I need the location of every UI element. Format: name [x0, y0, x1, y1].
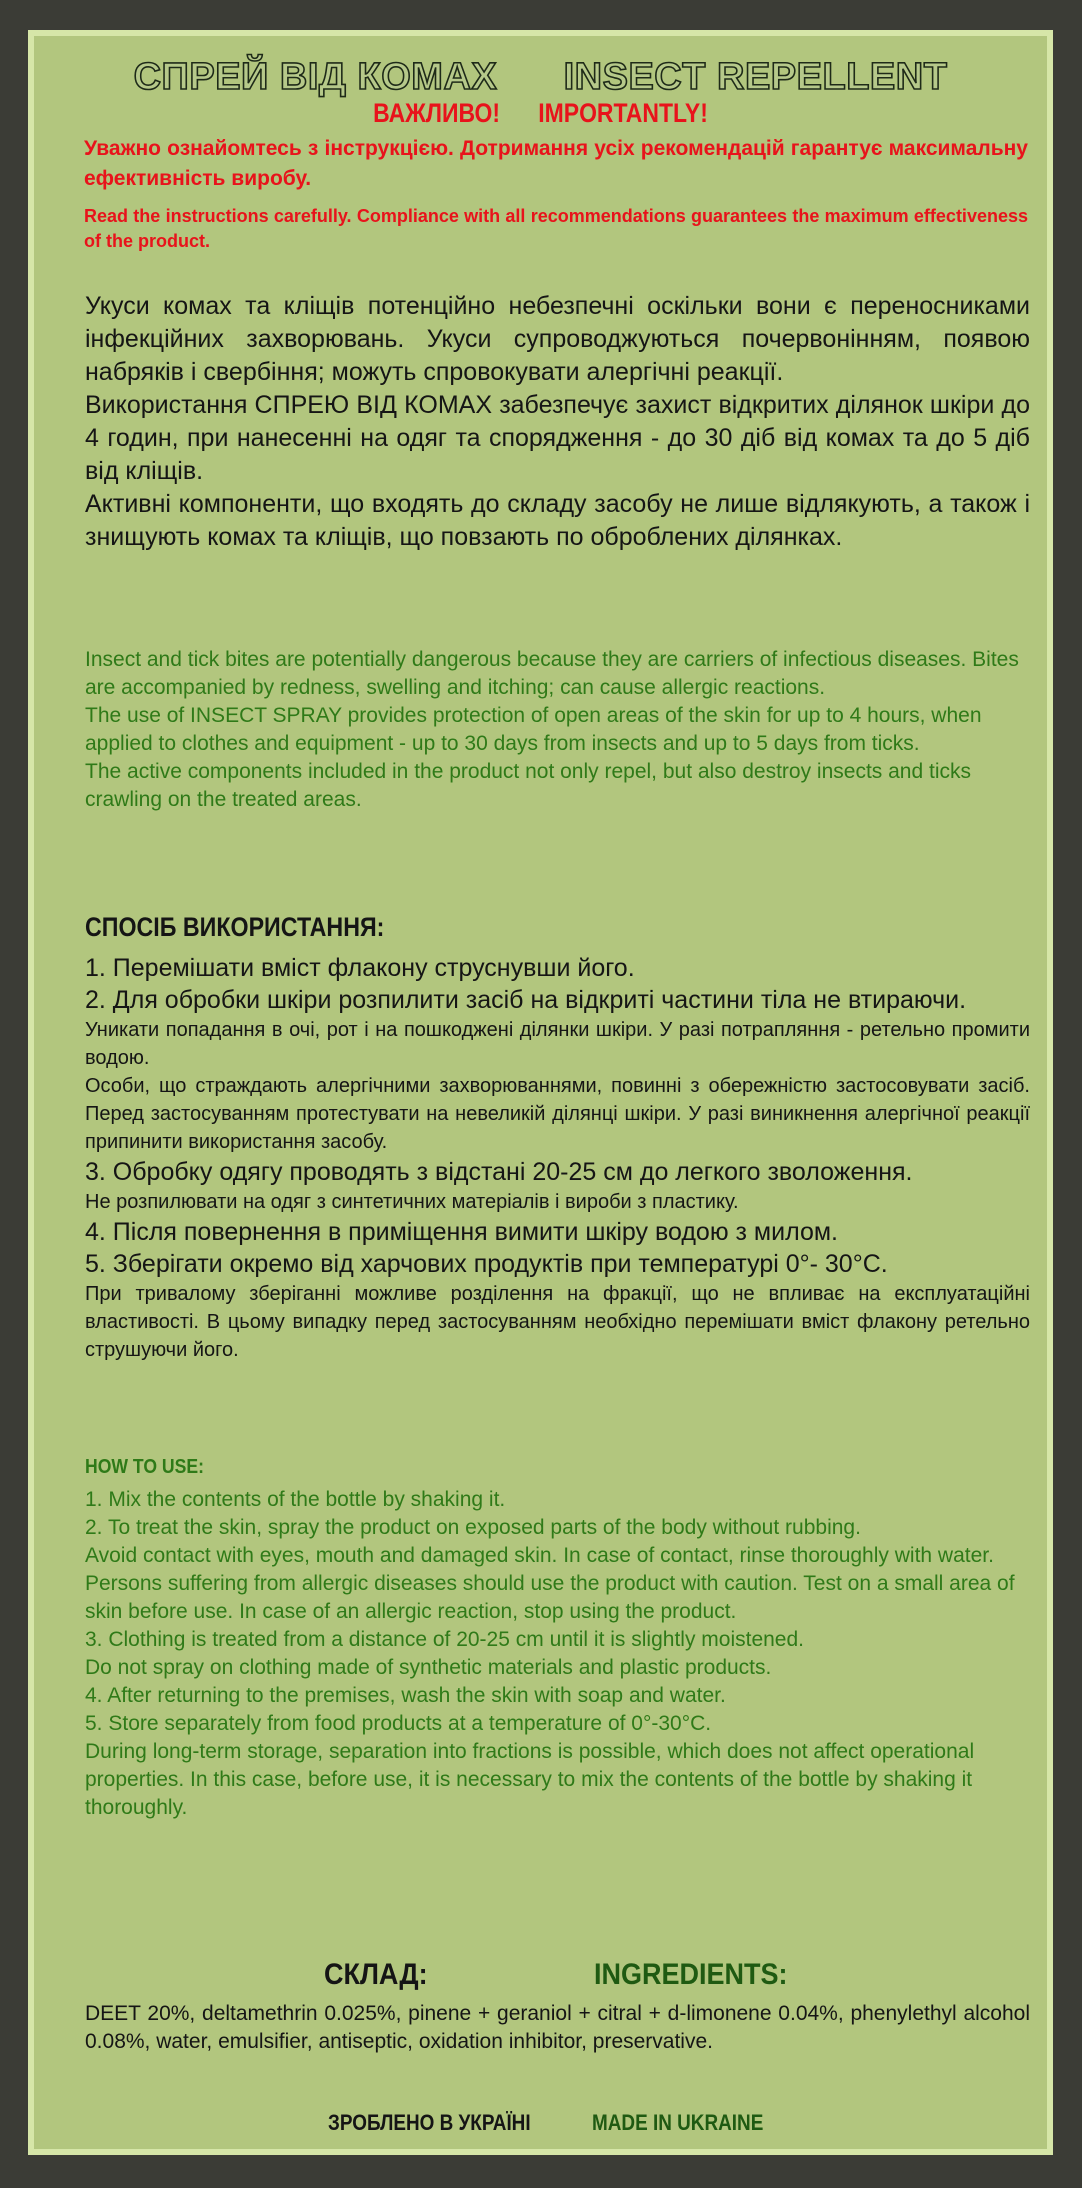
- description-en: [85, 646, 1030, 814]
- usage-step: 4. After returning to the premises, wash the skin with soap and water.: [85, 1684, 726, 1707]
- title-en: INSECT REPELLENT: [563, 56, 948, 98]
- ingredients-heading-ua: СКЛАД:: [324, 1958, 428, 1991]
- usage-note: Persons suffering from allergic diseases should use the product with caution. Test on a small area of skin before use. In case of an allergic reaction, stop using the product.: [85, 1572, 1015, 1623]
- important-en: IMPORTANTLY!: [538, 98, 708, 128]
- label-panel: [28, 30, 1053, 2155]
- usage-step: 5. Зберігати окремо від харчових продуктів при температурі 0°- 30°С.: [85, 1250, 888, 1278]
- description-ua-paragraph: Використання СПРЕЮ ВІД КОМАХ забезпечує захист відкритих ділянок шкіри до 4 годин, при нанесенні на одяг та спорядження - до 30 діб від комах та до 5 діб від кліщів.: [85, 391, 1030, 485]
- description-ua-paragraph: Укуси комах та кліщів потенційно небезпечні оскільки вони є переносниками інфекційних захворювань. Укуси супроводжуються почервонінням, появою набряків і свербіння; можуть спровокувати алергічні реакції.: [85, 292, 1030, 386]
- usage-step: 5. Store separately from food products at a temperature of 0°-30°C.: [85, 1712, 712, 1735]
- ingredients-heading-en: INGREDIENTS:: [594, 1958, 788, 1991]
- important-ua: ВАЖЛИВО!: [373, 98, 501, 128]
- usage-list-en: [85, 1486, 1030, 1822]
- usage-heading-en: HOW TO USE:: [85, 1456, 204, 1478]
- made-in-en: MADE IN UKRAINE: [592, 2110, 764, 2135]
- page-title: [34, 56, 1047, 99]
- usage-note: Do not spray on clothing made of synthetic materials and plastic products.: [85, 1656, 772, 1679]
- usage-note: During long-term storage, separation into fractions is possible, which does not affect operational properties. In this case, before use, it is necessary to mix the contents of the bottle by shaking it thoroughly.: [85, 1740, 975, 1819]
- usage-note: Avoid contact with eyes, mouth and damaged skin. In case of contact, rinse thoroughly with water.: [85, 1544, 994, 1567]
- description-en-paragraph: The active components included in the product not only repel, but also destroy insects and ticks crawling on the treated areas.: [85, 760, 971, 811]
- usage-note: При тривалому зберіганні можливе розділення на фракції, що не впливає на експлуатаційні властивості. В цьому випадку перед застосуванням необхідно перемішати вміст флакону ретельно струшуючи його.: [85, 1283, 1030, 1361]
- warning-ua: Уважно ознайомтесь з інструкцією. Дотримання усіх рекомендацій гарантує максимальну ефективність виробу.: [84, 137, 1028, 190]
- usage-step: 2. To treat the skin, spray the product on exposed parts of the body without rubbing.: [85, 1516, 861, 1539]
- usage-note: Не розпилювати на одяг з синтетичних матеріалів і вироби з пластику.: [85, 1191, 739, 1213]
- usage-heading-ua: СПОСІБ ВИКОРИСТАННЯ:: [85, 912, 385, 942]
- usage-note: Особи, що страждають алергічними захворюваннями, повинні з обережністю застосовувати засіб. Перед застосуванням протестувати на невеликій ділянці шкіри. У разі виникнення алергічної реакції припинити використання засобу.: [85, 1075, 1030, 1153]
- title-ua: СПРЕЙ ВІД КОМАХ: [133, 56, 498, 98]
- usage-step: 1. Mix the contents of the bottle by shaking it.: [85, 1488, 506, 1511]
- usage-step: 4. Після повернення в приміщення вимити шкіру водою з милом.: [85, 1218, 838, 1246]
- description-en-paragraph: The use of INSECT SPRAY provides protection of open areas of the skin for up to 4 hours, when applied to clothes and equipment - up to 30 days from insects and up to 5 days from ticks.: [85, 704, 982, 755]
- warning-en: Read the instructions carefully. Compliance with all recommendations guarantees the maximum effectiveness of the product.: [84, 206, 1028, 251]
- description-ua-paragraph: Активні компоненти, що входять до складу засобу не лише відлякують, а також і знищують комах та кліщів, що повзають по оброблених ділянках.: [85, 490, 1030, 551]
- usage-step: 2. Для обробки шкіри розпилити засіб на відкриті частини тіла не втираючи.: [85, 986, 967, 1014]
- description-ua: [85, 290, 1030, 554]
- usage-step: 3. Clothing is treated from a distance of 20-25 cm until it is slightly moistened.: [85, 1628, 805, 1651]
- made-in-ua: ЗРОБЛЕНО В УКРАЇНІ: [328, 2110, 531, 2135]
- important-heading: [110, 98, 971, 129]
- usage-step: 1. Перемішати вміст флакону струснувши його.: [85, 954, 635, 982]
- usage-list-ua: [85, 952, 1030, 1364]
- usage-note: Уникати попадання в очі, рот і на пошкоджені ділянки шкіри. У разі потрапляння - ретельно промити водою.: [85, 1019, 1030, 1069]
- ingredients-text: DEET 20%, deltamethrin 0.025%, pinene + geraniol + citral + d-limonene 0.04%, phenylethyl alcohol 0.08%, water, emulsifier, antiseptic, oxidation inhibitor, preservative.: [85, 2002, 1030, 2053]
- usage-step: 3. Обробку одягу проводять з відстані 20-25 см до легкого зволоження.: [85, 1158, 913, 1186]
- description-en-paragraph: Insect and tick bites are potentially dangerous because they are carriers of infectious diseases. Bites are accompanied by redness, swelling and itching; can cause allergic reactions.: [85, 648, 1019, 699]
